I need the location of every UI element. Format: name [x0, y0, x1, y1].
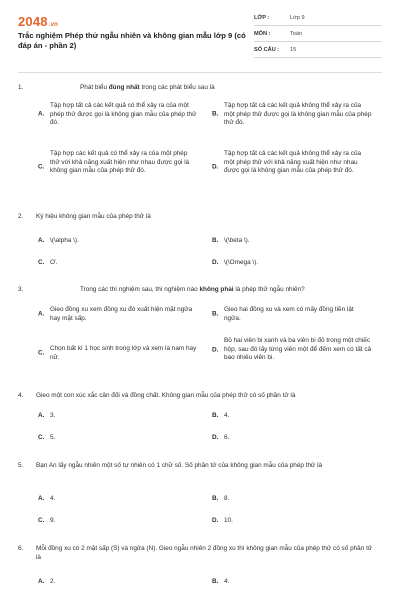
- question-text-post: là phép thử ngẫu nhiên?: [233, 286, 305, 293]
- option-3b[interactable]: [212, 306, 382, 324]
- option-text: 8.: [224, 495, 230, 502]
- meta-row-subject: [254, 26, 382, 42]
- option-4d[interactable]: [212, 434, 382, 443]
- option-1a[interactable]: [38, 102, 208, 128]
- meta-table: [254, 10, 382, 58]
- question-text-post: trong các phát biểu sau là: [139, 84, 215, 91]
- option-2c[interactable]: [38, 259, 208, 268]
- option-text: 9.: [50, 517, 56, 524]
- meta-value: Lớp 9: [290, 14, 305, 21]
- option-label: B.: [212, 578, 219, 585]
- meta-key: SỐ CÂU :: [254, 46, 280, 53]
- meta-row-class: [254, 10, 382, 26]
- option-1d[interactable]: [212, 150, 382, 185]
- option-label: C.: [38, 259, 45, 266]
- option-label: B.: [212, 310, 219, 318]
- page-header: [18, 10, 382, 68]
- option-label: C.: [38, 517, 45, 524]
- option-2a[interactable]: [38, 237, 208, 246]
- option-text: 6.: [224, 434, 230, 441]
- logo-sub: .vn: [48, 22, 59, 28]
- option-5c[interactable]: [38, 517, 208, 526]
- option-text: 4.: [50, 495, 56, 502]
- option-label: B.: [212, 495, 219, 502]
- option-5d[interactable]: [212, 517, 382, 526]
- option-label: C.: [38, 434, 45, 441]
- question-number: 2.: [18, 213, 24, 220]
- question-number: 4.: [18, 392, 24, 399]
- option-text: Tập hợp tất cả các kết quả có thể xảy ra của một phép thử được gọi là không gian mẫu của phép thử đó.: [50, 102, 197, 127]
- question-text: [80, 84, 376, 93]
- option-text: Bỏ hai viên bi xanh và ba viên bi đỏ trong một chiếc hộp, sau đó lấy từng viên một để đếm xem có tất cả bao nhiêu viên bi.: [224, 337, 372, 362]
- option-label: C.: [38, 163, 45, 171]
- meta-key: LỚP :: [254, 14, 270, 21]
- option-3d[interactable]: [212, 337, 382, 364]
- meta-value: Toán: [290, 30, 303, 37]
- option-6b[interactable]: [212, 578, 382, 587]
- option-4c[interactable]: [38, 434, 208, 443]
- option-label: A.: [38, 412, 45, 419]
- option-label: A.: [38, 310, 45, 318]
- option-label: C.: [38, 349, 45, 357]
- option-text: \(\alpha \).: [50, 237, 79, 244]
- meta-key: MÔN :: [254, 30, 271, 37]
- question-text: Gieo một con xúc xắc cân đối và đồng chất. Không gian mẫu của phép thử có số phần tử là: [36, 392, 296, 399]
- option-text: Tập hợp các kết quả có thể xảy ra của một phép thử với khả năng xuất hiện như nhau được gọi là không gian mẫu của phép thử đó.: [50, 150, 190, 175]
- option-4a[interactable]: [38, 412, 208, 421]
- question-number: 6.: [18, 545, 24, 552]
- option-3c[interactable]: [38, 345, 208, 363]
- option-text: 5.: [50, 434, 56, 441]
- option-label: D.: [212, 517, 219, 524]
- option-1c[interactable]: [38, 150, 208, 185]
- option-label: D.: [212, 163, 219, 171]
- option-text: \(\Omega \).: [224, 259, 259, 266]
- site-logo[interactable]: [18, 14, 58, 29]
- option-text: 10.: [224, 517, 233, 524]
- option-text: Ơ.: [50, 259, 58, 266]
- option-label: A.: [38, 110, 45, 118]
- option-4b[interactable]: [212, 412, 382, 421]
- option-label: B.: [212, 110, 219, 118]
- option-label: A.: [38, 578, 45, 585]
- option-label: D.: [212, 346, 219, 354]
- option-text: \(\beta \).: [224, 237, 250, 244]
- question-text-pre: Phát biểu: [80, 84, 109, 91]
- option-label: B.: [212, 412, 219, 419]
- option-6a[interactable]: [38, 578, 208, 587]
- question-number: 1.: [18, 84, 24, 91]
- question-number: 5.: [18, 462, 24, 469]
- question-text-bold: đúng nhất: [108, 84, 140, 91]
- option-text: Tập hợp tất cả các kết quả không thể xảy ra của một phép thử được gọi là không gian mẫu của phép thử đó.: [224, 102, 372, 127]
- meta-value: 15: [290, 46, 297, 53]
- option-text: 2.: [50, 578, 56, 585]
- option-text: Chọn bất kì 1 học sinh trong lớp và xem là nam hay nữ.: [50, 345, 197, 361]
- option-label: A.: [38, 237, 45, 244]
- option-text: 3.: [50, 412, 56, 419]
- option-5a[interactable]: [38, 495, 208, 504]
- option-1b[interactable]: [212, 102, 382, 128]
- option-label: A.: [38, 495, 45, 502]
- header-divider: [18, 72, 382, 73]
- option-5b[interactable]: [212, 495, 382, 504]
- option-label: B.: [212, 237, 219, 244]
- option-text: 4.: [224, 578, 230, 585]
- option-2d[interactable]: [212, 259, 382, 268]
- question-text: Ký hiệu không gian mẫu của phép thử là: [36, 213, 151, 220]
- question-number: 3.: [18, 286, 24, 293]
- meta-row-count: [254, 42, 382, 58]
- option-text: Gieo hai đồng xu và xem có mấy đồng tiền lật ngửa.: [224, 306, 354, 322]
- question-text: Bạn An lấy ngẫu nhiên một số tự nhiên có 1 chữ số. Số phần tử của không gian mẫu của phép thử là: [36, 462, 323, 469]
- option-3a[interactable]: [38, 306, 208, 324]
- option-label: D.: [212, 259, 219, 266]
- page-title: Trắc nghiệm Phép thử ngẫu nhiên và không gian mẫu lớp 9 (có đáp án - phần 2): [18, 31, 246, 50]
- option-text: 4.: [224, 412, 230, 419]
- option-text: Gieo đồng xu xem đồng xu đó xuất hiện mặt ngửa hay mặt sấp.: [50, 306, 193, 322]
- question-text: [80, 286, 376, 295]
- question-text: Mỗi đồng xu có 2 mặt sấp (S) và ngửa (N). Gieo ngẫu nhiên 2 đồng xu thì không gian mẫu của phép thử có số phần tử là: [36, 545, 373, 561]
- option-text: Tập hợp tất cả các kết quả không thể xảy ra của một phép thử với khả năng xuất hiện như nhau được gọi là không gian mẫu của phép thử đó.: [224, 150, 362, 175]
- logo-main: 2048: [18, 14, 48, 29]
- question-text-pre: Trong các thí nghiệm sau, thí nghiệm nào: [80, 286, 200, 293]
- option-2b[interactable]: [212, 237, 382, 246]
- option-label: D.: [212, 434, 219, 441]
- question-text-bold: không phải: [199, 286, 234, 293]
